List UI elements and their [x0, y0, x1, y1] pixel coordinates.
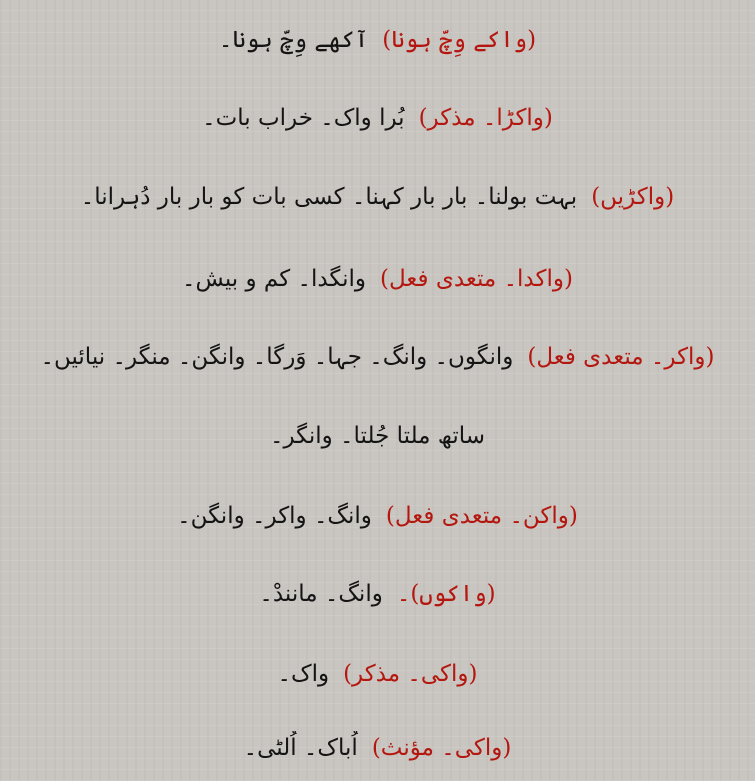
- entry-6-definition: وانگ۔ واکر۔ وانگن۔: [177, 503, 372, 529]
- entry-9: [0, 731, 755, 765]
- entry-2-definition: بُرا واک۔ خراب بات۔: [202, 105, 405, 131]
- entry-3-definition: بہت بولنا۔ بار بار کہنا۔ کسی بات کو بار بار دُہرانا۔: [80, 184, 578, 210]
- entry-3: [0, 180, 755, 214]
- entry-4-headword: (واکدا۔ متعدی فعل): [380, 266, 573, 292]
- entry-6-headword: (واکن۔ متعدی فعل): [385, 503, 578, 529]
- entry-5-continuation: [0, 419, 755, 453]
- entry-1-definition: آکھے وِچّ ہونا۔: [218, 27, 369, 53]
- entry-9-headword: (واکی۔ مؤنث): [371, 735, 512, 761]
- entry-7-definition: وانگ۔ مانندْ۔: [259, 581, 383, 607]
- entry-5-continuation-text: ساتھ ملتا جُلتا۔ وانگر۔: [269, 423, 486, 449]
- entry-8-headword: (واکی۔ مذکر): [343, 661, 478, 687]
- entry-7: [0, 577, 755, 611]
- entry-4: [0, 262, 755, 296]
- entry-5-definition: وانگوں۔ وانگ۔ جہا۔ وَرگا۔ وانگن۔ منگر۔ نیائیں۔: [40, 344, 514, 370]
- entry-8: [0, 657, 755, 691]
- entry-6: [0, 499, 755, 533]
- entry-2: [0, 101, 755, 135]
- entry-5-headword: (واکر۔ متعدی فعل): [527, 344, 715, 370]
- entry-5: [0, 340, 755, 374]
- entry-1: [0, 23, 755, 57]
- entry-2-headword: (واکڑا۔ مذکر): [418, 105, 553, 131]
- entry-9-definition: اُباک۔ اُلٹی۔: [243, 735, 358, 761]
- entry-1-headword: (واکے وِچّ ہونا): [382, 27, 537, 53]
- entry-4-definition: وانگدا۔ کم و بیش۔: [182, 266, 367, 292]
- entry-7-headword: (واکوں)۔: [396, 581, 496, 607]
- entry-8-definition: واک۔: [277, 661, 330, 687]
- entry-3-headword: (واکڑیں): [591, 184, 675, 210]
